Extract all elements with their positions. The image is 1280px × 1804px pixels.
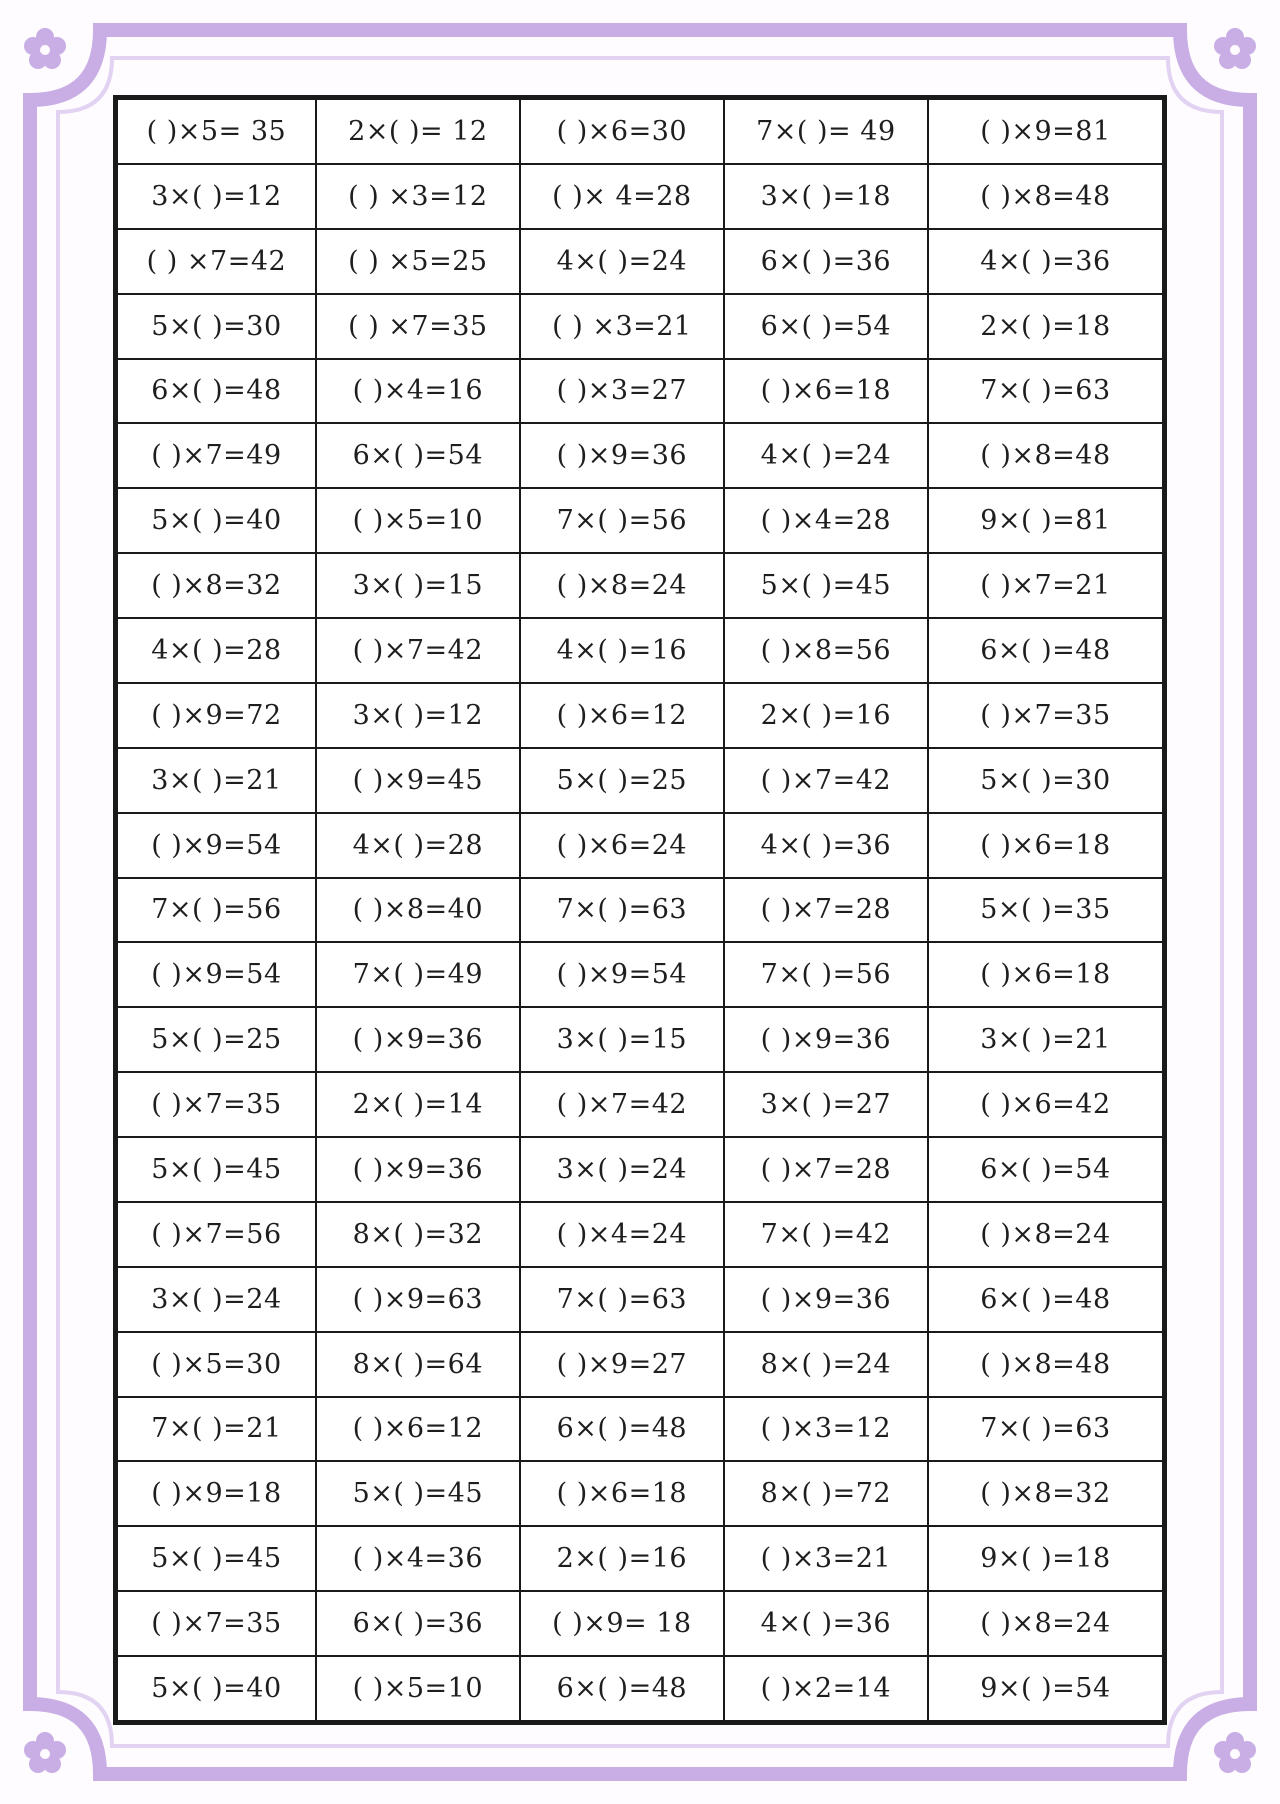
equation-cell: 5×( )=25 xyxy=(117,1007,316,1072)
equation-cell: 2×( )=16 xyxy=(520,1526,724,1591)
table-row xyxy=(117,942,1163,1007)
table-row xyxy=(117,359,1163,424)
equation-cell: ( )×5=10 xyxy=(316,488,520,553)
equation-cell: ( )× 4=28 xyxy=(520,164,724,229)
equation-cell: 2×( )=18 xyxy=(928,294,1163,359)
equation-cell: 7×( )=63 xyxy=(928,1397,1163,1462)
equation-cell: 3×( )=15 xyxy=(316,553,520,618)
equation-cell: ( )×8=32 xyxy=(117,553,316,618)
equation-cell: 8×( )=24 xyxy=(724,1332,928,1397)
equation-cell: ( )×9=36 xyxy=(316,1137,520,1202)
equation-cell: 4×( )=28 xyxy=(117,618,316,683)
equation-cell: ( )×8=48 xyxy=(928,164,1163,229)
equation-cell: ( )×8=24 xyxy=(520,553,724,618)
equation-cell: 7×( )=63 xyxy=(520,878,724,943)
equation-cell: 4×( )=16 xyxy=(520,618,724,683)
equation-cell: 3×( )=21 xyxy=(928,1007,1163,1072)
equation-cell: 6×( )=54 xyxy=(316,423,520,488)
equation-cell: ( )×9=72 xyxy=(117,683,316,748)
table-row xyxy=(117,229,1163,294)
table-row xyxy=(117,813,1163,878)
equation-cell: 6×( )=48 xyxy=(928,618,1163,683)
equation-cell: 7×( )=56 xyxy=(117,878,316,943)
equation-cell: 3×( )=24 xyxy=(117,1267,316,1332)
table-row xyxy=(117,1072,1163,1137)
equation-cell: 3×( )=12 xyxy=(316,683,520,748)
equation-cell: ( )×8=40 xyxy=(316,878,520,943)
equation-cell: 6×( )=54 xyxy=(724,294,928,359)
equation-cell: ( )×7=42 xyxy=(316,618,520,683)
equation-cell: ( ) ×3=21 xyxy=(520,294,724,359)
table-row xyxy=(117,99,1163,164)
equation-cell: 9×( )=18 xyxy=(928,1526,1163,1591)
equation-cell: ( )×8=48 xyxy=(928,423,1163,488)
equation-cell: 5×( )=30 xyxy=(117,294,316,359)
table-row xyxy=(117,553,1163,618)
equation-cell: ( )×9=36 xyxy=(520,423,724,488)
equation-cell: 5×( )=45 xyxy=(316,1461,520,1526)
equation-cell: 3×( )=21 xyxy=(117,748,316,813)
equation-cell: 6×( )=48 xyxy=(928,1267,1163,1332)
equation-cell: ( )×9=36 xyxy=(316,1007,520,1072)
equation-cell: 7×( )= 49 xyxy=(724,99,928,164)
equation-cell: ( )×3=21 xyxy=(724,1526,928,1591)
equation-cell: ( )×7=35 xyxy=(928,683,1163,748)
equation-cell: ( )×3=27 xyxy=(520,359,724,424)
equation-cell: ( )×7=56 xyxy=(117,1202,316,1267)
equation-cell: ( )×3=12 xyxy=(724,1397,928,1462)
equation-cell: ( )×7=21 xyxy=(928,553,1163,618)
table-row xyxy=(117,1137,1163,1202)
equation-cell: ( )×9=81 xyxy=(928,99,1163,164)
equation-cell: ( )×4=36 xyxy=(316,1526,520,1591)
equation-cell: ( )×2=14 xyxy=(724,1656,928,1721)
equation-cell: ( )×6=24 xyxy=(520,813,724,878)
multiplication-table xyxy=(116,98,1164,1722)
table-row xyxy=(117,1332,1163,1397)
equation-cell: ( )×9=54 xyxy=(520,942,724,1007)
equation-cell: 6×( )=54 xyxy=(928,1137,1163,1202)
equation-cell: 9×( )=54 xyxy=(928,1656,1163,1721)
equation-cell: ( )×6=18 xyxy=(928,942,1163,1007)
equation-cell: 8×( )=72 xyxy=(724,1461,928,1526)
equation-cell: ( )×7=35 xyxy=(117,1591,316,1656)
equation-cell: 7×( )=56 xyxy=(724,942,928,1007)
equation-cell: ( )×9=54 xyxy=(117,942,316,1007)
equation-cell: ( )×9=36 xyxy=(724,1007,928,1072)
equation-cell: ( )×5=10 xyxy=(316,1656,520,1721)
flower-icon xyxy=(20,1728,70,1778)
equation-cell: ( )×8=24 xyxy=(928,1202,1163,1267)
table-row xyxy=(117,164,1163,229)
table-row xyxy=(117,1656,1163,1721)
equation-cell: 5×( )=45 xyxy=(117,1526,316,1591)
equation-cell: ( )×7=49 xyxy=(117,423,316,488)
worksheet-table-container xyxy=(113,95,1167,1725)
flower-icon xyxy=(1210,24,1260,74)
equation-cell: ( )×6=42 xyxy=(928,1072,1163,1137)
table-row xyxy=(117,1007,1163,1072)
equation-cell: 6×( )=48 xyxy=(520,1397,724,1462)
table-body xyxy=(117,99,1163,1721)
equation-cell: 4×( )=36 xyxy=(724,813,928,878)
flower-icon xyxy=(20,24,70,74)
equation-cell: ( )×7=42 xyxy=(520,1072,724,1137)
equation-cell: 6×( )=36 xyxy=(316,1591,520,1656)
table-row xyxy=(117,618,1163,683)
equation-cell: 7×( )=21 xyxy=(117,1397,316,1462)
equation-cell: ( )×7=28 xyxy=(724,878,928,943)
equation-cell: ( )×7=28 xyxy=(724,1137,928,1202)
equation-cell: ( )×9=36 xyxy=(724,1267,928,1332)
equation-cell: ( )×7=42 xyxy=(724,748,928,813)
equation-cell: 5×( )=45 xyxy=(117,1137,316,1202)
equation-cell: 4×( )=28 xyxy=(316,813,520,878)
equation-cell: 3×( )=27 xyxy=(724,1072,928,1137)
equation-cell: ( )×6=12 xyxy=(316,1397,520,1462)
table-row xyxy=(117,683,1163,748)
equation-cell: ( )×6=18 xyxy=(928,813,1163,878)
equation-cell: 6×( )=48 xyxy=(117,359,316,424)
equation-cell: ( )×5= 35 xyxy=(117,99,316,164)
equation-cell: 6×( )=48 xyxy=(520,1656,724,1721)
equation-cell: ( )×9=54 xyxy=(117,813,316,878)
table-row xyxy=(117,1267,1163,1332)
equation-cell: ( )×9=45 xyxy=(316,748,520,813)
equation-cell: ( )×9=27 xyxy=(520,1332,724,1397)
equation-cell: ( )×4=16 xyxy=(316,359,520,424)
equation-cell: ( )×8=48 xyxy=(928,1332,1163,1397)
equation-cell: 5×( )=25 xyxy=(520,748,724,813)
table-row xyxy=(117,1461,1163,1526)
table-row xyxy=(117,423,1163,488)
equation-cell: 9×( )=81 xyxy=(928,488,1163,553)
equation-cell: 8×( )=32 xyxy=(316,1202,520,1267)
equation-cell: ( ) ×7=35 xyxy=(316,294,520,359)
equation-cell: 3×( )=12 xyxy=(117,164,316,229)
equation-cell: 3×( )=15 xyxy=(520,1007,724,1072)
equation-cell: ( )×6=30 xyxy=(520,99,724,164)
equation-cell: 5×( )=40 xyxy=(117,488,316,553)
equation-cell: ( ) ×7=42 xyxy=(117,229,316,294)
equation-cell: ( )×9=18 xyxy=(117,1461,316,1526)
equation-cell: 5×( )=40 xyxy=(117,1656,316,1721)
equation-cell: ( ) ×3=12 xyxy=(316,164,520,229)
equation-cell: 2×( )=16 xyxy=(724,683,928,748)
equation-cell: 5×( )=30 xyxy=(928,748,1163,813)
equation-cell: 7×( )=42 xyxy=(724,1202,928,1267)
table-row xyxy=(117,1202,1163,1267)
equation-cell: 5×( )=45 xyxy=(724,553,928,618)
equation-cell: 4×( )=36 xyxy=(928,229,1163,294)
table-row xyxy=(117,488,1163,553)
table-row xyxy=(117,748,1163,813)
equation-cell: ( )×8=56 xyxy=(724,618,928,683)
equation-cell: ( )×7=35 xyxy=(117,1072,316,1137)
equation-cell: ( ) ×5=25 xyxy=(316,229,520,294)
table-row xyxy=(117,1526,1163,1591)
equation-cell: 2×( )=14 xyxy=(316,1072,520,1137)
equation-cell: 7×( )=49 xyxy=(316,942,520,1007)
equation-cell: ( )×6=18 xyxy=(724,359,928,424)
equation-cell: 7×( )=56 xyxy=(520,488,724,553)
equation-cell: ( )×6=18 xyxy=(520,1461,724,1526)
equation-cell: 2×( )= 12 xyxy=(316,99,520,164)
equation-cell: 5×( )=35 xyxy=(928,878,1163,943)
equation-cell: ( )×9=63 xyxy=(316,1267,520,1332)
equation-cell: 8×( )=64 xyxy=(316,1332,520,1397)
equation-cell: 7×( )=63 xyxy=(520,1267,724,1332)
equation-cell: ( )×4=24 xyxy=(520,1202,724,1267)
equation-cell: 4×( )=36 xyxy=(724,1591,928,1656)
equation-cell: ( )×9= 18 xyxy=(520,1591,724,1656)
table-row xyxy=(117,1397,1163,1462)
flower-icon xyxy=(1210,1728,1260,1778)
equation-cell: ( )×8=32 xyxy=(928,1461,1163,1526)
equation-cell: 3×( )=24 xyxy=(520,1137,724,1202)
equation-cell: 4×( )=24 xyxy=(724,423,928,488)
equation-cell: ( )×5=30 xyxy=(117,1332,316,1397)
table-row xyxy=(117,878,1163,943)
table-row xyxy=(117,1591,1163,1656)
equation-cell: 6×( )=36 xyxy=(724,229,928,294)
equation-cell: 3×( )=18 xyxy=(724,164,928,229)
equation-cell: 4×( )=24 xyxy=(520,229,724,294)
table-row xyxy=(117,294,1163,359)
equation-cell: 7×( )=63 xyxy=(928,359,1163,424)
equation-cell: ( )×8=24 xyxy=(928,1591,1163,1656)
equation-cell: ( )×4=28 xyxy=(724,488,928,553)
equation-cell: ( )×6=12 xyxy=(520,683,724,748)
